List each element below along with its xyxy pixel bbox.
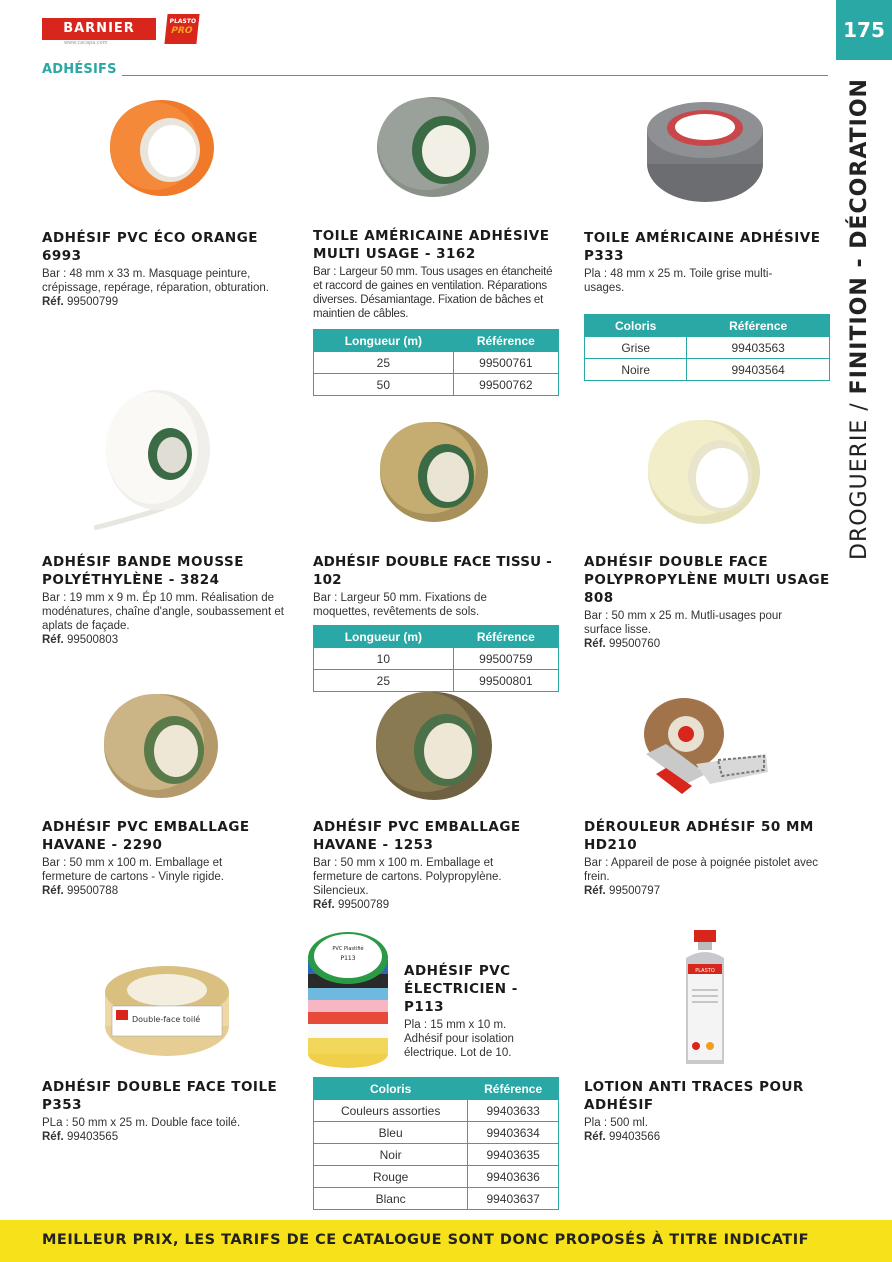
product-description: Bar : 50 mm x 100 m. Emballage et fermeture de cartons. Polypropylène. Silencieux. [313,857,502,897]
product-title: ADHÉSIF DOUBLE FACE POLYPROPYLÈNE MULTI USAGE 808 [584,554,830,606]
product-description: Bar : 50 mm x 100 m. Emballage et fermeture de cartons - Vinyle rigide. [42,857,224,883]
packing-tape-2290-image [102,692,220,800]
table-header: Coloris [314,1078,468,1100]
polypropylene-tape-image [646,418,762,526]
product-reference: Réf. 99500788 [42,885,119,897]
footer-text: MEILLEUR PRIX, LES TARIFS DE CE CATALOGUE SONT DONC PROPOSÉS À TITRE INDICATIF [42,1232,809,1248]
product-title: DÉROULEUR ADHÉSIF 50 MM HD210 [584,819,814,853]
product-title: ADHÉSIF DOUBLE FACE TOILE P353 [42,1079,278,1113]
orange-tape-image [106,98,218,198]
product-toile-americaine-p333 [584,229,832,381]
table-header: Référence [687,315,830,337]
product-lotion-anti-traces [584,1078,832,1144]
section-title: ADHÉSIFS [42,62,117,77]
lotion-bottle-image [680,930,730,1068]
product-orange-pvc-6993 [42,229,288,309]
product-reference: Réf. 99500803 [42,634,119,646]
section-divider [122,75,828,76]
table-row: Noire 99403564 [585,359,830,381]
product-description: Pla : 500 ml. [584,1117,648,1129]
tape-dispenser-image [626,694,770,802]
product-reference: Réf. 99500799 [42,296,119,308]
double-face-tissu-tape-image [378,420,490,524]
product-pvc-emballage-1253 [313,818,561,912]
table-header: Référence [453,626,558,648]
product-description: PLa : 50 mm x 25 m. Double face toilé. [42,1117,241,1129]
electrician-tape-stack-image [302,928,394,1070]
table-row: Couleurs assorties 99403633 [314,1100,559,1122]
product-title: ADHÉSIF PVC ÉLECTRICIEN - P113 [404,963,518,1015]
table-row: Blanc 99403637 [314,1188,559,1210]
table-header: Coloris [585,315,687,337]
footer-banner [0,1220,892,1262]
foam-tape-image [94,388,212,532]
table-row: Grise 99403563 [585,337,830,359]
table-row: 25 99500761 [314,352,559,374]
table-header: Référence [453,330,558,352]
page-number: 175 [836,0,892,60]
table-row: 25 99500801 [314,670,559,692]
bottle-label: PLASTO [695,968,715,974]
product-bande-mousse-3824 [42,553,288,647]
double-face-label: Double-face toilé [132,1015,201,1024]
table-header: Longueur (m) [314,626,454,648]
product-title: ADHÉSIF PVC ÉCO ORANGE 6993 [42,230,259,264]
table-row: Noir 99403635 [314,1144,559,1166]
table-row: Rouge 99403636 [314,1166,559,1188]
table-row: Bleu 99403634 [314,1122,559,1144]
product-reference: Réf. 99500797 [584,885,661,897]
plasto-pro-logo: PLASTO PRO [164,14,199,44]
double-face-toile-tape-image [102,962,232,1058]
product-table [584,314,830,381]
product-title: LOTION ANTI TRACES POUR ADHÉSIF [584,1079,804,1113]
product-title: ADHÉSIF PVC EMBALLAGE HAVANE - 1253 [313,819,521,853]
table-header: Référence [468,1078,559,1100]
product-table [313,625,559,692]
product-double-face-tissu-102 [313,553,561,692]
packing-tape-1253-image [374,690,494,802]
product-description: Bar : Appareil de pose à poignée pistolet avec frein. [584,857,818,883]
product-reference: Réf. 99500789 [313,899,390,911]
product-title: ADHÉSIF PVC EMBALLAGE HAVANE - 2290 [42,819,250,853]
p113-label: P113 [340,955,356,962]
table-row: 10 99500759 [314,648,559,670]
product-description: Bar : 19 mm x 9 m. Ép 10 mm. Réalisation de modénatures, chaîne d'angle, soubassement et aplats de façade. [42,592,284,632]
product-table [313,329,559,396]
pvc-label: PVC Plastifié [332,946,364,952]
product-toile-americaine-3162 [313,227,561,396]
product-description: Pla : 15 mm x 10 m. Adhésif pour isolation électrique. Lot de 10. [404,1019,514,1059]
product-pvc-emballage-2290 [42,818,288,898]
product-description: Bar : 48 mm x 33 m. Masquage peinture, crépissage, repérage, réparation, obturation. [42,268,269,294]
side-category-light: DROGUERIE / [847,394,872,560]
product-description: Bar : Largeur 50 mm. Tous usages en étancheité et raccord de gaines en ventilation. Réparations diverses. Désamiantage. Fixation de bâches et maintien de câbles. [313,266,553,320]
side-category-bold: FINITION - DÉCORATION [847,78,872,395]
product-reference: Réf. 99403565 [42,1131,119,1143]
product-reference: Réf. 99500760 [584,638,661,650]
product-description: Pla : 48 mm x 25 m. Toile grise multi-usages. [584,268,773,294]
product-description: Bar : Largeur 50 mm. Fixations de moquettes, revêtements de sols. [313,592,487,618]
product-reference: Réf. 99403566 [584,1131,661,1143]
table-row: 50 99500762 [314,374,559,396]
product-title: TOILE AMÉRICAINE ADHÉSIVE P333 [584,230,821,264]
side-category-title [847,78,872,560]
product-title: TOILE AMÉRICAINE ADHÉSIVE MULTI USAGE - 3162 [313,228,550,262]
product-title: ADHÉSIF BANDE MOUSSE POLYÉTHYLÈNE - 3824 [42,554,244,588]
product-double-face-polypropylene-808 [584,553,832,651]
electrician-tape-table [313,1077,559,1210]
product-double-face-toile-p353 [42,1078,288,1144]
product-description: Bar : 50 mm x 25 m. Mutli-usages pour surface lisse. [584,610,783,636]
product-title: ADHÉSIF DOUBLE FACE TISSU - 102 [313,554,552,588]
grey-cloth-tape-image [374,96,492,198]
barnier-logo-url: www.cacapa.com [64,40,108,46]
barnier-logo: BARNIER [42,18,156,40]
product-derouleur-hd210 [584,818,832,898]
product-pvc-electricien-p113 [404,962,560,1060]
grey-tape-p333-image [644,100,766,204]
table-header: Longueur (m) [314,330,454,352]
